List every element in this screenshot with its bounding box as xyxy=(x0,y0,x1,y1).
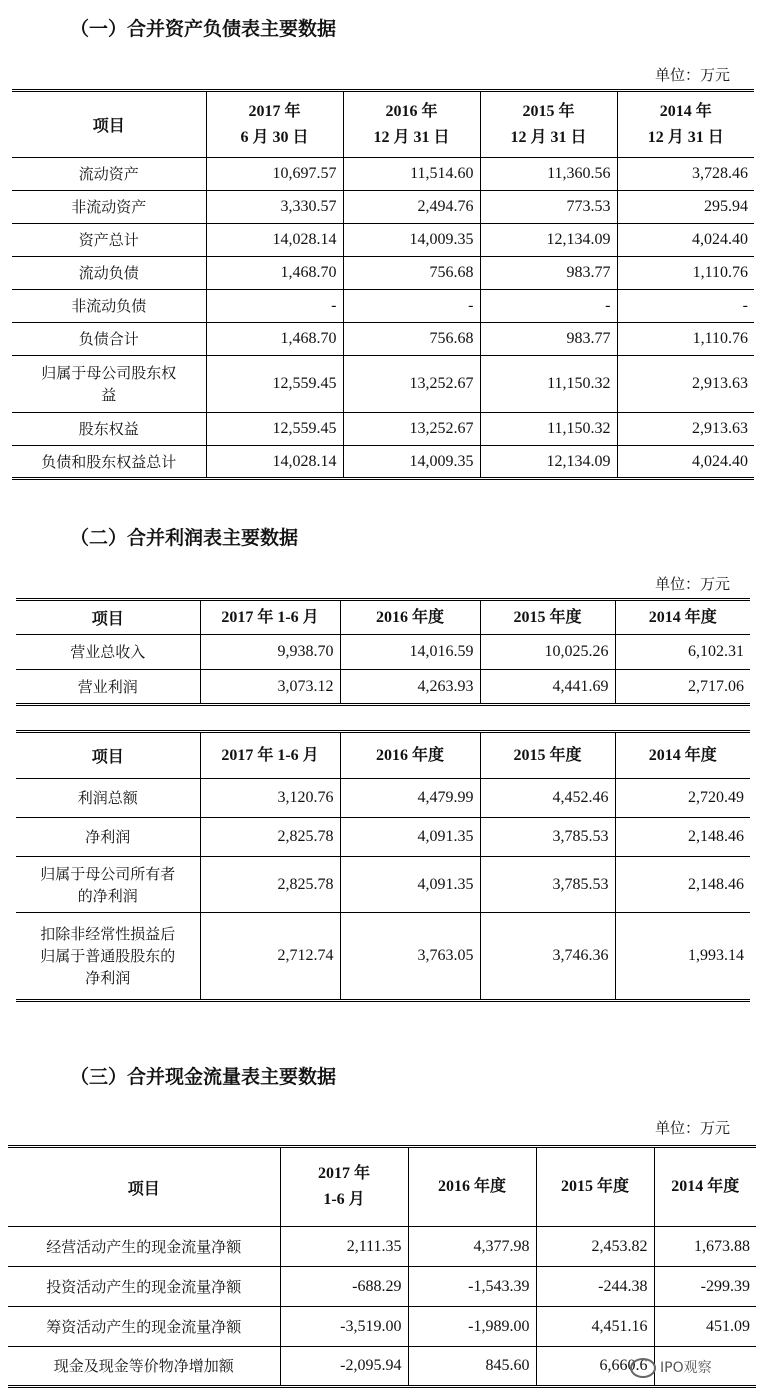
row-value: - xyxy=(480,290,617,323)
row-value: 4,024.40 xyxy=(617,224,754,257)
row-value: 2,494.76 xyxy=(343,191,480,224)
table-row xyxy=(16,857,750,913)
row-value: 14,009.35 xyxy=(343,446,480,479)
table-row xyxy=(12,446,754,479)
row-label: 净利润 xyxy=(16,818,200,857)
row-value: 1,468.70 xyxy=(206,323,343,356)
income-table-1 xyxy=(16,598,750,706)
row-value: 4,479.99 xyxy=(340,779,480,818)
table-row xyxy=(12,191,754,224)
row-label: 归属于母公司股东权 益 xyxy=(12,356,206,413)
header-c2: 2016 年 12 月 31 日 xyxy=(343,91,480,158)
wechat-icon xyxy=(630,1358,656,1378)
row-value: 4,091.35 xyxy=(340,818,480,857)
row-label: 扣除非经常性损益后 归属于普通股股东的 净利润 xyxy=(16,913,200,1001)
row-value: 13,252.67 xyxy=(343,356,480,413)
header-c3: 2015 年 12 月 31 日 xyxy=(480,91,617,158)
table-row xyxy=(16,670,750,705)
row-value: 1,468.70 xyxy=(206,257,343,290)
row-value: 4,024.40 xyxy=(617,446,754,479)
income-table-2 xyxy=(16,730,750,1002)
row-value: 14,009.35 xyxy=(343,224,480,257)
watermark xyxy=(630,1357,712,1378)
table-row xyxy=(12,158,754,191)
row-value: 2,717.06 xyxy=(615,670,750,705)
row-label: 利润总额 xyxy=(16,779,200,818)
row-value: 3,073.12 xyxy=(200,670,340,705)
row-value: 2,913.63 xyxy=(617,413,754,446)
header-row xyxy=(12,91,754,158)
row-value: 11,360.56 xyxy=(480,158,617,191)
row-label: 股东权益 xyxy=(12,413,206,446)
row-value: 9,938.70 xyxy=(200,635,340,670)
header-c4: 2014 年 12 月 31 日 xyxy=(617,91,754,158)
header-c2: 2016 年度 xyxy=(408,1147,536,1227)
row-label: 资产总计 xyxy=(12,224,206,257)
section1-title: （一）合并资产负债表主要数据 xyxy=(70,18,337,40)
row-value: 3,728.46 xyxy=(617,158,754,191)
row-value: 295.94 xyxy=(617,191,754,224)
header-row xyxy=(16,732,750,779)
table-row xyxy=(12,290,754,323)
row-value: 6,102.31 xyxy=(615,635,750,670)
row-value: 773.53 xyxy=(480,191,617,224)
row-label: 营业总收入 xyxy=(16,635,200,670)
header-c2: 2016 年度 xyxy=(340,732,480,779)
row-label: 经营活动产生的现金流量净额 xyxy=(8,1227,280,1267)
header-c4: 2014 年度 xyxy=(615,600,750,635)
row-value: 3,120.76 xyxy=(200,779,340,818)
row-label: 筹资活动产生的现金流量净额 xyxy=(8,1307,280,1347)
header-item: 项目 xyxy=(16,600,200,635)
section3-unit: 单位：万元 xyxy=(655,1119,731,1137)
row-label: 投资活动产生的现金流量净额 xyxy=(8,1267,280,1307)
row-value: -688.29 xyxy=(280,1267,408,1307)
row-value: 756.68 xyxy=(343,257,480,290)
row-value: 1,673.88 xyxy=(654,1227,756,1267)
row-value: 12,134.09 xyxy=(480,446,617,479)
row-value: 11,514.60 xyxy=(343,158,480,191)
balance-sheet-table xyxy=(12,89,754,480)
row-value: - xyxy=(617,290,754,323)
row-value: -1,543.39 xyxy=(408,1267,536,1307)
row-value: 11,150.32 xyxy=(480,413,617,446)
table-row xyxy=(12,224,754,257)
table-row xyxy=(12,257,754,290)
header-item: 项目 xyxy=(12,91,206,158)
row-label: 归属于母公司所有者 的净利润 xyxy=(16,857,200,913)
table-row xyxy=(16,818,750,857)
section2-title: （二）合并利润表主要数据 xyxy=(70,527,299,549)
header-item: 项目 xyxy=(8,1147,280,1227)
section1-unit: 单位：万元 xyxy=(655,66,731,84)
row-value: 2,148.46 xyxy=(615,818,750,857)
section3-title: （三）合并现金流量表主要数据 xyxy=(70,1066,337,1088)
row-value: 4,091.35 xyxy=(340,857,480,913)
row-value: 13,252.67 xyxy=(343,413,480,446)
row-value: 12,559.45 xyxy=(206,356,343,413)
row-value: -299.39 xyxy=(654,1267,756,1307)
row-label: 营业利润 xyxy=(16,670,200,705)
header-row xyxy=(8,1147,756,1227)
table-row xyxy=(16,913,750,1001)
section2-unit: 单位：万元 xyxy=(655,575,731,593)
row-label: 非流动资产 xyxy=(12,191,206,224)
table-row xyxy=(12,356,754,413)
header-c1: 2017 年 1-6 月 xyxy=(280,1147,408,1227)
header-c1: 2017 年 1-6 月 xyxy=(200,732,340,779)
row-label: 负债和股东权益总计 xyxy=(12,446,206,479)
row-label: 现金及现金等价物净增加额 xyxy=(8,1347,280,1387)
row-value: 6,660.6 xyxy=(536,1347,654,1387)
header-c4: 2014 年度 xyxy=(615,732,750,779)
table-row xyxy=(12,323,754,356)
row-value: 3,330.57 xyxy=(206,191,343,224)
row-value: - xyxy=(206,290,343,323)
row-value: 756.68 xyxy=(343,323,480,356)
row-value: -244.38 xyxy=(536,1267,654,1307)
row-value: 2,148.46 xyxy=(615,857,750,913)
row-value: 2,720.49 xyxy=(615,779,750,818)
header-row xyxy=(16,600,750,635)
row-value: -3,519.00 xyxy=(280,1307,408,1347)
cashflow-table xyxy=(8,1145,756,1388)
row-value: -1,989.00 xyxy=(408,1307,536,1347)
row-value: 2,712.74 xyxy=(200,913,340,1001)
header-c1: 2017 年 1-6 月 xyxy=(200,600,340,635)
header-c3: 2015 年度 xyxy=(480,732,615,779)
table-row xyxy=(16,635,750,670)
table-row xyxy=(8,1267,756,1307)
row-value: 983.77 xyxy=(480,323,617,356)
table-row xyxy=(8,1307,756,1347)
row-value: 14,016.59 xyxy=(340,635,480,670)
row-value: -2,095.94 xyxy=(280,1347,408,1387)
header-c3: 2015 年度 xyxy=(536,1147,654,1227)
row-value: 4,263.93 xyxy=(340,670,480,705)
header-item: 项目 xyxy=(16,732,200,779)
row-label: 负债合计 xyxy=(12,323,206,356)
header-c4: 2014 年度 xyxy=(654,1147,756,1227)
header-c1: 2017 年 6 月 30 日 xyxy=(206,91,343,158)
watermark-text: IPO观察 xyxy=(660,1360,712,1376)
row-value: 12,559.45 xyxy=(206,413,343,446)
row-value: 2,111.35 xyxy=(280,1227,408,1267)
header-c3: 2015 年度 xyxy=(480,600,615,635)
row-label: 非流动负债 xyxy=(12,290,206,323)
table-row xyxy=(12,413,754,446)
row-value: 2,825.78 xyxy=(200,818,340,857)
row-label: 流动负债 xyxy=(12,257,206,290)
row-value: 451.09 xyxy=(654,1307,756,1347)
header-c2: 2016 年度 xyxy=(340,600,480,635)
row-value: 3,763.05 xyxy=(340,913,480,1001)
row-value: 1,110.76 xyxy=(617,323,754,356)
row-value: 2,913.63 xyxy=(617,356,754,413)
row-value: 4,441.69 xyxy=(480,670,615,705)
row-value: 3,746.36 xyxy=(480,913,615,1001)
table-row xyxy=(16,779,750,818)
row-value: 4,452.46 xyxy=(480,779,615,818)
row-value: 2,453.82 xyxy=(536,1227,654,1267)
row-value: 4,377.98 xyxy=(408,1227,536,1267)
row-value: 845.60 xyxy=(408,1347,536,1387)
row-value: 3,785.53 xyxy=(480,857,615,913)
row-value: 10,025.26 xyxy=(480,635,615,670)
table-row xyxy=(8,1227,756,1267)
row-value: 3,785.53 xyxy=(480,818,615,857)
row-value: 10,697.57 xyxy=(206,158,343,191)
row-value: 1,993.14 xyxy=(615,913,750,1001)
row-value: 983.77 xyxy=(480,257,617,290)
row-value: 11,150.32 xyxy=(480,356,617,413)
row-value: 14,028.14 xyxy=(206,224,343,257)
row-value: - xyxy=(343,290,480,323)
row-value: 14,028.14 xyxy=(206,446,343,479)
row-value: 4,451.16 xyxy=(536,1307,654,1347)
row-value: 1,110.76 xyxy=(617,257,754,290)
row-label: 流动资产 xyxy=(12,158,206,191)
row-value: 2,825.78 xyxy=(200,857,340,913)
row-value: 12,134.09 xyxy=(480,224,617,257)
